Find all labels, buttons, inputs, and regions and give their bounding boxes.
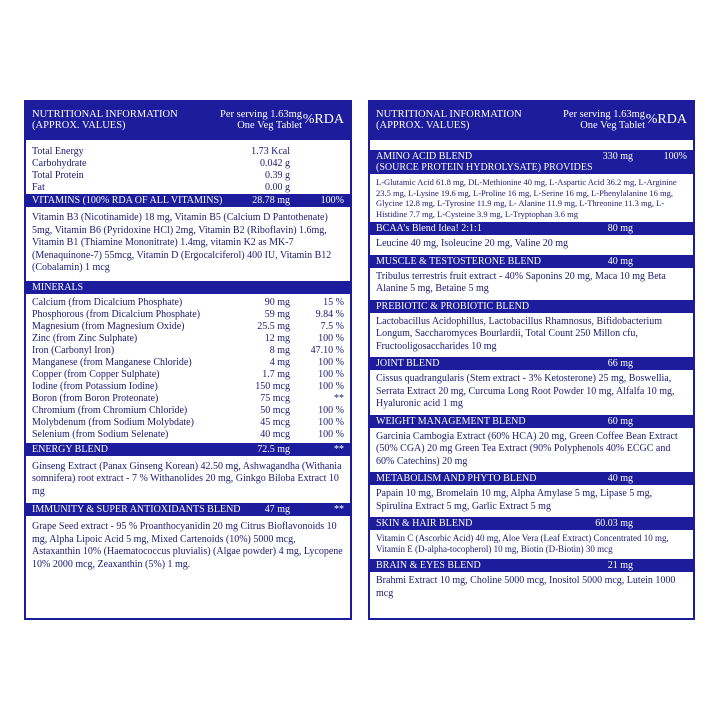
- joint-text: Cissus quadrangularis (Stem extract - 3% Ketosterone) 25 mg, Boswellia, Serrata Extract 20 mg, Curcuma Long Root Powder 10 mg, Alfalfa 10 mg, Hyaluronic acid 1 mg: [376, 373, 675, 409]
- serving-unit: One Veg Tablet: [580, 120, 645, 131]
- immunity-band: IMMUNITY & SUPER ANTIOXIDANTS BLEND 47 mg **: [26, 503, 350, 516]
- weight-text: Garcinia Cambogia Extract (60% HCA) 20 mg, Green Coffee Bean Extract (50% CGA) 20 mg Green Tea Extract (90% Polyphenols 40% ECGC and 60% Catechins) 20 mg: [376, 430, 678, 467]
- serving-unit: One Veg Tablet: [237, 120, 302, 131]
- right-panel-header: [370, 102, 693, 140]
- bcaa-text: Leucine 40 mg, Isoleucine 20 mg, Valine 20 mg: [376, 238, 568, 249]
- metabolism-band: METABOLISM AND PHYTO BLEND 40 mg: [370, 472, 693, 485]
- mineral-row: Iodine (from Potassium Iodine) 150 mcg 100 %: [32, 380, 344, 392]
- mineral-row: Calcium (from Dicalcium Phosphate) 90 mg 15 %: [32, 296, 344, 308]
- energy-blend-text: Ginseng Extract (Panax Ginseng Korean) 42.50 mg, Ashwagandha (Withania somnifera) root extract - 7 % Withanolides 20 mg, Ginkgo Biloba Extract 10 mg: [32, 460, 342, 497]
- mineral-row: Chromium (from Chromium Chloride) 50 mcg 100 %: [32, 404, 344, 416]
- header-title: NUTRITIONAL INFORMATION: [32, 109, 178, 120]
- left-panel-header: [26, 102, 350, 140]
- prebiotic-text: Lactobacillus Acidophillus, Lactobacillus Rhamnosus, Bifidobacterium Longum, Saccharomyces Bourlardii, Total Count 250 Millon cfu, Fructooligosaccharides 10 mg: [376, 315, 663, 352]
- mineral-row: Selenium (from Sodium Selenate) 40 mcg 100 %: [32, 428, 344, 440]
- brain-band: BRAIN & EYES BLEND 21 mg: [370, 559, 693, 572]
- amino-text: L-Glutamic Acid 61.8 mg, DL-Methionine 40 mg, L-Aspartic Acid 36.2 mg, L-Arginine 23.5 mg, L-Lysine 19.6 mg, L-Proline 16 mg, L-Serine 16 mg, L-Phenylalanine 16 mg, Glycine 12.8 mg, L-Tyrosine 11.9 mg, L- Alanine 11.9 mg, L-Threonine 11.3 mg, L-Histidine 7.7 mg, L-Cysteine 3.9 mg, L-Tryptophan 3.6 mg: [376, 177, 677, 219]
- energy-blend-band: ENERGY BLEND 72.5 mg **: [26, 443, 350, 456]
- right-nutrition-panel: [368, 100, 695, 620]
- mineral-row: Boron (from Boron Proteonate) 75 mcg **: [32, 392, 344, 404]
- muscle-text: Tribulus terrestris fruit extract - 40% Saponins 20 mg, Maca 10 mg Beta Alanine 5 mg, Betaine 5 mg: [376, 270, 666, 294]
- minerals-band: MINERALS: [26, 281, 350, 294]
- serving-size: Per serving 1.63mg: [563, 109, 645, 120]
- immunity-text: Grape Seed extract - 95 % Proanthocyanidin 20 mg Citrus Bioflavonoids 10 mg, Alpha Lipoic Acid 5 mg, Mixed Cartenoids (10%) 5000 mcg, Astaxanthin 10% (Haematococcus pluvialis) (Algae powder) 4 mg, Lycopene 10% 2000 mcg, Zeaxanthin (5%) 1 mg.: [32, 521, 343, 570]
- energy-row: Fat 0.00 g: [32, 182, 290, 193]
- header-subtitle: (APPROX. VALUES): [32, 120, 126, 131]
- weight-band: WEIGHT MANAGEMENT BLEND 60 mg: [370, 415, 693, 428]
- prebiotic-band: PREBIOTIC & PROBIOTIC BLEND: [370, 300, 693, 313]
- header-title: NUTRITIONAL INFORMATION: [376, 109, 522, 120]
- metabolism-text: Papain 10 mg, Bromelain 10 mg, Alpha Amylase 5 mg, Lipase 5 mg, Spirulina Extract 5 mg, Garlic Extract 5 mg: [376, 488, 653, 512]
- skin-band: SKIN & HAIR BLEND 60.03 mg: [370, 517, 693, 530]
- energy-row: Total Protein 0.39 g: [32, 170, 290, 181]
- mineral-row: Iron (Carbonyl Iron) 8 mg 47.10 %: [32, 344, 344, 356]
- mineral-row: Zinc (from Zinc Sulphate) 12 mg 100 %: [32, 332, 344, 344]
- rda-label: %RDA: [645, 112, 687, 127]
- bcaa-band: BCAA’s Blend Idea! 2:1:1 80 mg: [370, 222, 693, 235]
- mineral-row: Molybdenum (from Sodium Molybdate) 45 mcg 100 %: [32, 416, 344, 428]
- muscle-band: MUSCLE & TESTOSTERONE BLEND 40 mg: [370, 255, 693, 268]
- vitamins-text: Vitamin B3 (Nicotinamide) 18 mg, Vitamin B5 (Calcium D Pantothenate) 5mg, Vitamin B6 (Pyridoxine HCl) 2mg, Vitamin B2 (Riboflavin) 1.6mg, Vitamin B1 (Thiamine Mononitrate) 1.4mg, vitamin K2 as MK-7 (Menaquinone-7) 55mcg, Vitamin D (Ergocalciferol) 400 IU, Vitamin B12 (Cobalamin) 1 mcg: [32, 212, 332, 273]
- mineral-row: Magnesium (from Magnesium Oxide) 25.5 mg 7.5 %: [32, 320, 344, 332]
- amino-band: AMINO ACID BLEND (SOURCE PROTEIN HYDROLYSATE) PROVIDES 330 mg 100%: [370, 150, 693, 174]
- skin-text: Vitamin C (Ascorbic Acid) 40 mg, Aloe Vera (Leaf Extract) Concentrated 10 mg, Vitamin E (D-alpha-tocopherol) 10 mg, Biotin (D-Biotin) 30 mcg: [376, 533, 669, 554]
- mineral-row: Manganese (from Manganese Chloride) 4 mg 100 %: [32, 356, 344, 368]
- vitamins-band: VITAMINS (100% RDA OF ALL VITAMINS) 28.78 mg 100%: [26, 194, 350, 207]
- rda-label: %RDA: [302, 112, 344, 127]
- header-subtitle: (APPROX. VALUES): [376, 120, 470, 131]
- energy-row: Total Energy 1.73 Kcal: [32, 146, 290, 157]
- mineral-row: Copper (from Copper Sulphate) 1.7 mg 100 %: [32, 368, 344, 380]
- left-nutrition-panel: [24, 100, 352, 620]
- energy-row: Carbohydrate 0.042 g: [32, 158, 290, 169]
- brain-text: Brahmi Extract 10 mg, Choline 5000 mcg, Inositol 5000 mcg, Lutein 1000 mcg: [376, 575, 676, 599]
- joint-band: JOINT BLEND 66 mg: [370, 357, 693, 370]
- mineral-row: Phosphorous (from Dicalcium Phosphate) 59 mg 9.84 %: [32, 308, 344, 320]
- serving-size: Per serving 1.63mg: [220, 109, 302, 120]
